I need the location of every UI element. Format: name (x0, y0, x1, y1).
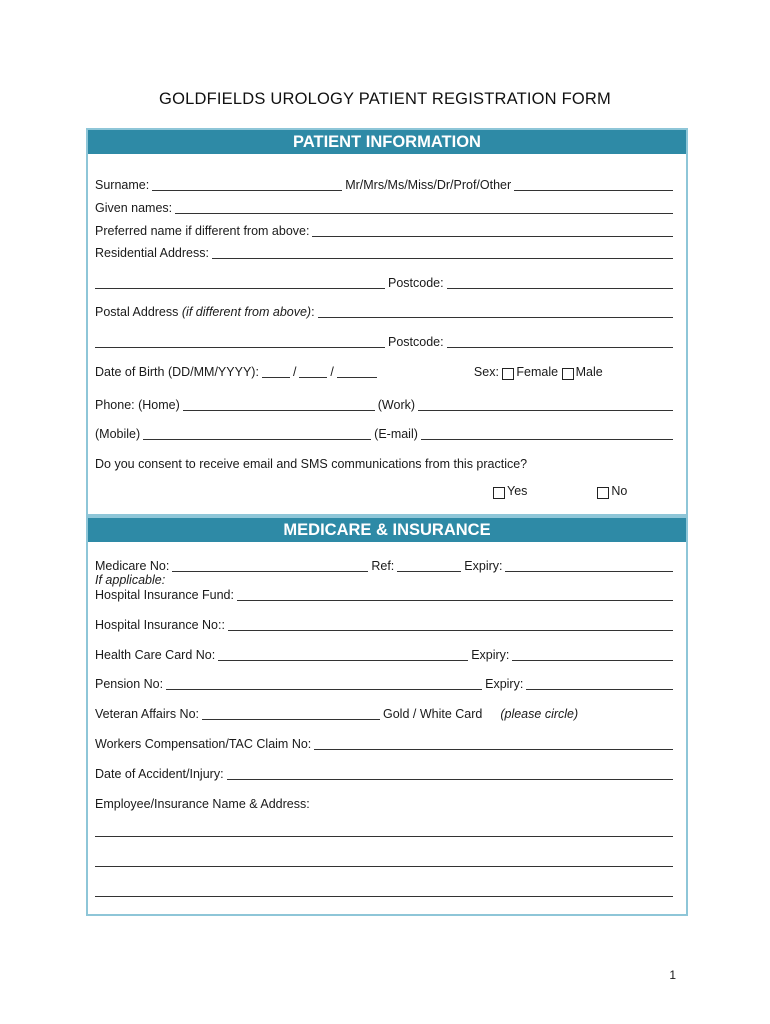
consent-question: Do you consent to receive email and SMS communications from this practice? (95, 457, 528, 471)
female-label: Female (516, 365, 559, 379)
residential-postcode-label: Postcode: (388, 276, 444, 290)
employee-field-3[interactable] (95, 886, 673, 897)
postal-postcode-field[interactable] (447, 337, 673, 348)
employee-row (95, 797, 676, 811)
veteran-row (95, 707, 676, 721)
pension-expiry-field[interactable] (526, 679, 673, 690)
pension-expiry-label: Expiry: (485, 677, 524, 691)
postal-label: Postal Address (95, 305, 179, 319)
medicare-expiry-field[interactable] (505, 561, 673, 572)
workers-comp-field[interactable] (314, 739, 673, 750)
surname-field[interactable] (152, 180, 342, 191)
health-care-expiry-field[interactable] (512, 650, 673, 661)
phone-work-label: (Work) (377, 398, 416, 412)
health-care-row (95, 648, 676, 662)
given-names-field[interactable] (175, 203, 673, 214)
health-care-field[interactable] (218, 650, 468, 661)
form-title: GOLDFIELDS UROLOGY PATIENT REGISTRATION FORM (159, 90, 611, 108)
dob-label: Date of Birth (DD/MM/YYYY): (95, 365, 259, 379)
residential-line2-field[interactable] (95, 278, 385, 289)
employee-line-3 (95, 886, 676, 898)
medicare-insurance-section (86, 516, 688, 916)
surname-label: Surname: (95, 178, 150, 192)
pension-field[interactable] (166, 679, 482, 690)
medicare-row (95, 559, 676, 573)
pension-label: Pension No: (95, 677, 164, 691)
given-names-label: Given names: (95, 201, 173, 215)
postal-line2-field[interactable] (95, 337, 385, 348)
email-field[interactable] (421, 429, 673, 440)
dob-month-field[interactable] (299, 367, 327, 378)
phone-row (95, 398, 676, 412)
employee-line-1 (95, 826, 676, 838)
male-checkbox[interactable] (562, 368, 574, 380)
consent-no-label: No (611, 484, 628, 498)
accident-field[interactable] (227, 769, 673, 780)
accident-row (95, 767, 676, 781)
consent-no-checkbox[interactable] (597, 487, 609, 499)
hospital-no-label: Hospital Insurance No:: (95, 618, 225, 632)
postal-colon: : (311, 305, 315, 319)
postal-field[interactable] (318, 307, 673, 318)
residential-field[interactable] (212, 248, 673, 259)
health-care-label: Health Care Card No: (95, 648, 216, 662)
if-applicable-note (95, 573, 676, 587)
hospital-fund-label: Hospital Insurance Fund: (95, 588, 234, 602)
veteran-label: Veteran Affairs No: (95, 707, 199, 721)
postal-postcode-label: Postcode: (388, 335, 444, 349)
postal-postcode-row (95, 335, 676, 349)
mobile-field[interactable] (143, 429, 371, 440)
dob-slash-1: / (292, 365, 297, 379)
medicare-ref-label: Ref: (371, 559, 395, 573)
surname-row (95, 178, 676, 192)
residential-row (95, 246, 676, 260)
title-field[interactable] (514, 180, 673, 191)
hospital-fund-row (95, 588, 676, 602)
postal-row (95, 305, 676, 319)
given-names-row (95, 201, 676, 215)
mobile-label: (Mobile) (95, 427, 141, 441)
medicare-insurance-heading: MEDICARE & INSURANCE (88, 518, 686, 542)
male-label: Male (575, 365, 603, 379)
patient-information-section (86, 128, 688, 516)
patient-information-heading: PATIENT INFORMATION (88, 130, 686, 154)
please-circle-note: (please circle) (500, 707, 579, 721)
residential-postcode-row (95, 276, 676, 290)
hospital-no-field[interactable] (228, 620, 673, 631)
medicare-expiry-label: Expiry: (464, 559, 503, 573)
accident-label: Date of Accident/Injury: (95, 767, 224, 781)
dob-slash-2: / (330, 365, 334, 379)
employee-line-2 (95, 856, 676, 868)
residential-label: Residential Address: (95, 246, 209, 260)
medicare-no-field[interactable] (172, 561, 368, 572)
workers-comp-row (95, 737, 676, 751)
phone-work-field[interactable] (418, 400, 673, 411)
pension-row (95, 677, 676, 691)
mobile-email-row (95, 427, 676, 441)
employee-field-2[interactable] (95, 856, 673, 867)
medicare-no-label: Medicare No: (95, 559, 170, 573)
postal-note: (if different from above) (181, 305, 312, 319)
consent-yes-checkbox[interactable] (493, 487, 505, 499)
preferred-name-label: Preferred name if different from above: (95, 224, 310, 238)
page-number: 1 (669, 968, 676, 982)
phone-home-field[interactable] (183, 400, 375, 411)
gold-white-card[interactable]: Gold / White Card (383, 707, 483, 721)
female-checkbox[interactable] (502, 368, 514, 380)
phone-home-label: Phone: (Home) (95, 398, 180, 412)
hospital-fund-field[interactable] (237, 590, 673, 601)
dob-day-field[interactable] (262, 367, 290, 378)
hospital-no-row (95, 618, 676, 632)
workers-comp-label: Workers Compensation/TAC Claim No: (95, 737, 312, 751)
dob-row (95, 365, 676, 379)
preferred-name-field[interactable] (312, 226, 673, 237)
consent-yes-label: Yes (507, 484, 528, 498)
email-label: (E-mail) (374, 427, 418, 441)
sex-label: Sex: (473, 365, 499, 379)
residential-postcode-field[interactable] (447, 278, 673, 289)
dob-year-field[interactable] (337, 367, 377, 378)
title-options-label: Mr/Mrs/Ms/Miss/Dr/Prof/Other (345, 178, 512, 192)
consent-row (95, 457, 676, 471)
if-applicable-text: If applicable: (95, 573, 166, 587)
employee-label: Employee/Insurance Name & Address: (95, 797, 310, 811)
employee-field-1[interactable] (95, 826, 673, 837)
health-care-expiry-label: Expiry: (471, 648, 510, 662)
consent-options (493, 484, 676, 498)
preferred-name-row (95, 224, 676, 238)
veteran-field[interactable] (202, 709, 380, 720)
medicare-ref-field[interactable] (397, 561, 461, 572)
